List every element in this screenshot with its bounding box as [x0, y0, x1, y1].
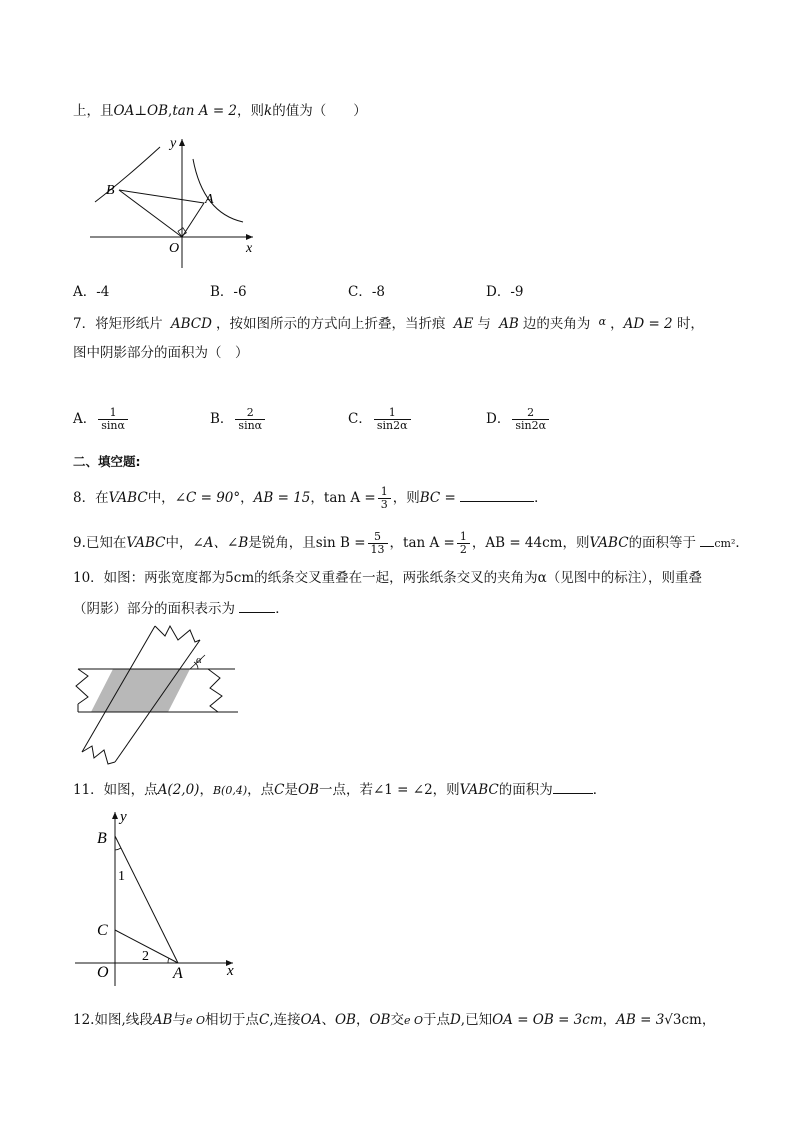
q7-line1: 7．将矩形纸片 ABCD ，按如图所示的方式向上折叠，当折痕 AE 与 AB 边的夹角为 $^\alpha$ ，AD = 2 时， — [73, 315, 704, 332]
q6-fig-b: B — [106, 183, 115, 198]
q6-fig-y: y — [170, 136, 177, 151]
q6-cond-tan: tan A = 2 — [172, 103, 238, 119]
q7-option-c[interactable]: C． $\frac{1}{\sin 2\alpha}$ — [348, 407, 413, 432]
q6-fig-o: O — [169, 241, 180, 256]
q7-option-b[interactable]: B． $\frac{2}{\sin\alpha}$ — [210, 407, 267, 432]
q10-figure — [70, 622, 245, 767]
q6-text — [73, 102, 754, 120]
q10-line2: （阴影）部分的面积表示为 ． — [73, 601, 289, 617]
q6-figure — [85, 133, 265, 278]
q6-k: k — [264, 103, 273, 119]
q10-answer-blank[interactable] — [239, 612, 275, 613]
q7-option-a[interactable]: A． $\frac{1}{\sin\alpha}$ — [73, 407, 130, 432]
q8-answer-blank[interactable] — [460, 501, 534, 502]
q6-option-a[interactable]: A．-4 — [73, 284, 110, 300]
q10-fig-alpha: α — [196, 654, 202, 666]
q12-text: 12.如图,线段AB与e O相切于点C,连接OA、OB，OB交e O于点D,已知OA = OB = 3cm，AB = 3√3cm， — [73, 1012, 716, 1028]
q6-option-b[interactable]: B．-6 — [210, 284, 247, 300]
q7-option-d[interactable]: D． $\frac{2}{\sin 2\alpha}$ — [486, 407, 551, 432]
q6-fig-a: A — [205, 192, 214, 207]
q6-comma: , — [168, 103, 173, 119]
q6-option-c[interactable]: C．-8 — [348, 284, 385, 300]
q11-figure — [75, 808, 245, 988]
q6-text-before: 上，且 — [73, 103, 114, 119]
q11-fig-b: B — [97, 830, 107, 847]
q6-text-after: ，则 — [237, 103, 265, 119]
q11-text: 11．如图，点A(2,0)，B(0,4)，点C是OB一点，若∠1 = ∠2，则VABC的面积为 ． — [73, 782, 607, 798]
q11-fig-c: C — [97, 922, 108, 939]
q6-option-d[interactable]: D．-9 — [486, 284, 524, 300]
q11-fig-y: y — [120, 809, 127, 825]
q11-answer-blank[interactable] — [553, 793, 593, 794]
q9-text: 9.已知在VABC中，∠A、∠B是锐角，且sin B = $\frac{5}{13}$ ，tan A = $\frac{1}{2}$ ，AB = 44cm，则VABC的面积等于 cm²． — [73, 530, 749, 556]
q11-fig-a: A — [173, 965, 183, 982]
q11-fig-angle2: 2 — [142, 949, 149, 964]
q6-fig-x: x — [246, 241, 253, 256]
q8-text: 8．在VABC中，∠C = 90°，AB = 15，tan A = $\frac{1}{3}$ ，则BC = ． — [73, 485, 548, 511]
q10-line1: 10．如图：两张宽度都为5cm的纸条交叉重叠在一起，两张纸条交叉的夹角为α（见图中的标注），则重叠 — [73, 570, 702, 586]
q6-cond-perpendicular: OA⊥OB — [113, 103, 169, 119]
q11-fig-x: x — [227, 963, 234, 979]
q7-line2: 图中阴影部分的面积为（ ） — [73, 345, 249, 361]
q9-answer-blank[interactable] — [700, 546, 714, 547]
q11-fig-o: O — [97, 964, 109, 981]
q11-fig-angle1: 1 — [118, 869, 125, 884]
section-fill-in-heading: 二、填空题: — [73, 454, 141, 469]
q6-text-end: 的值为（ ） — [272, 103, 367, 119]
